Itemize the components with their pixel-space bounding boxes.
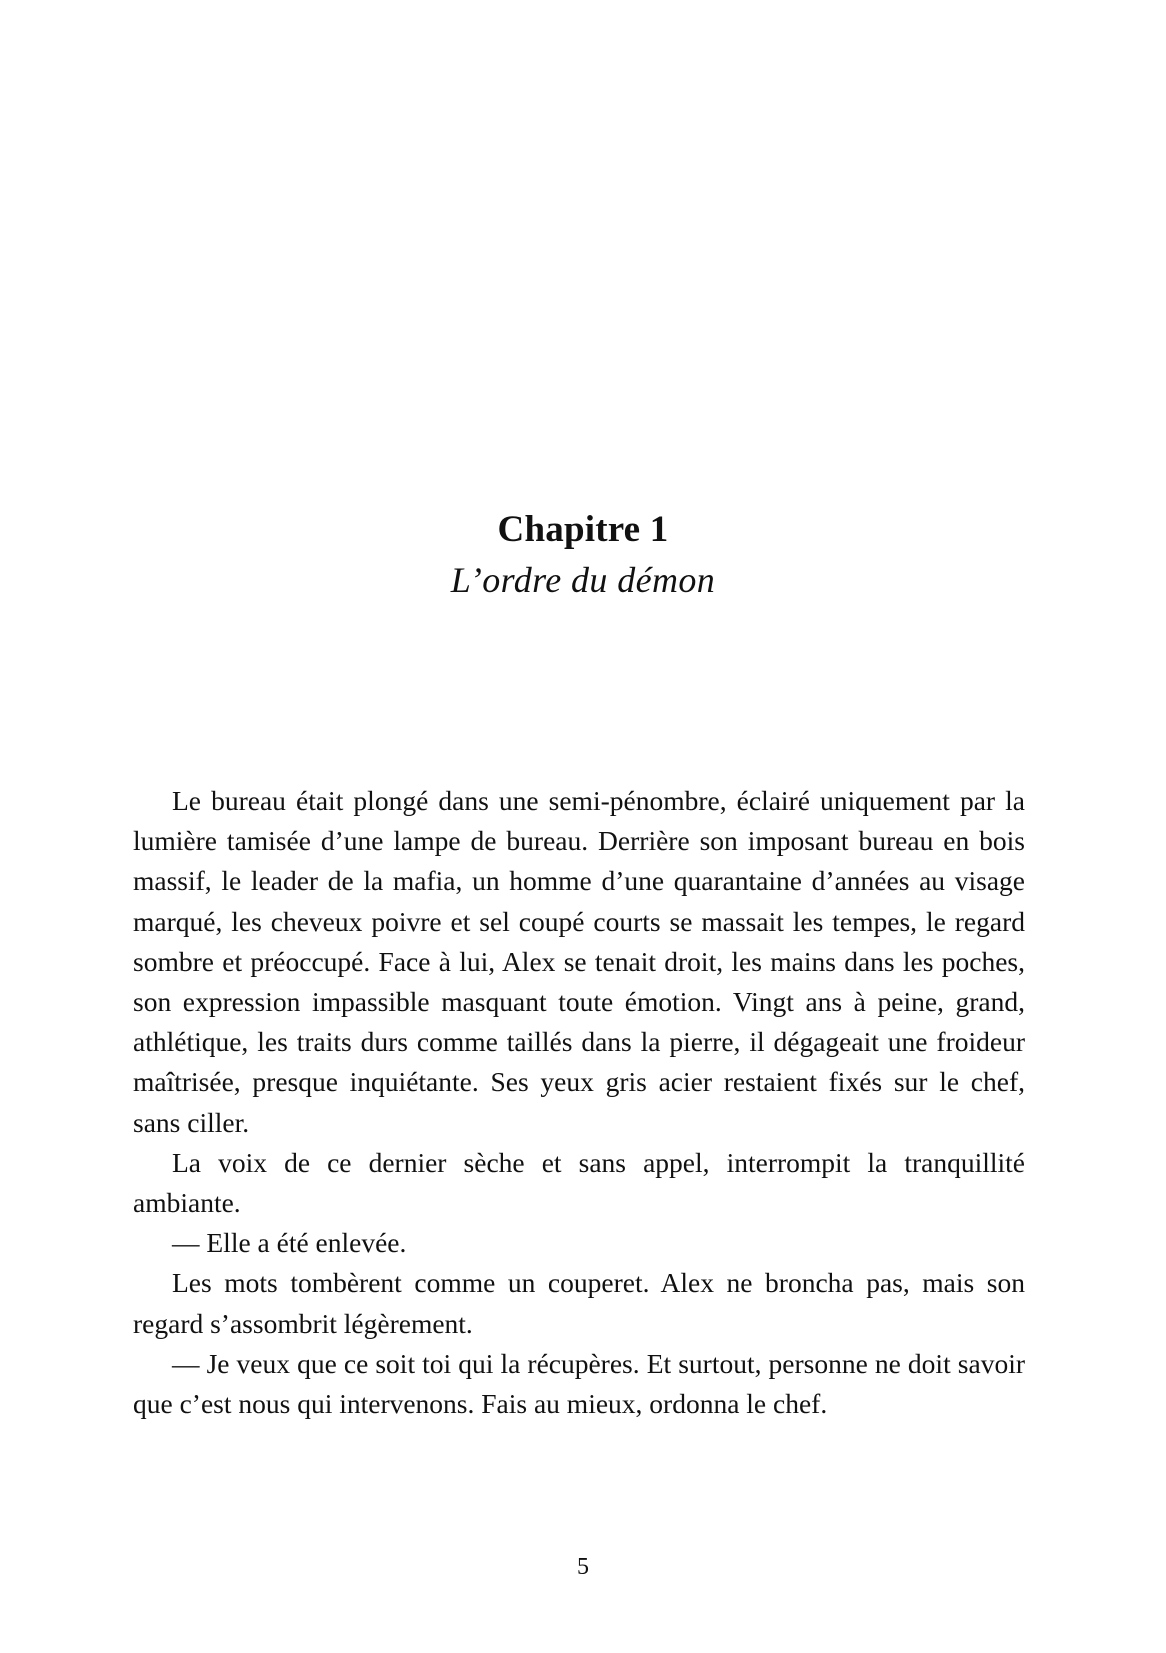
dialogue-line: — Je veux que ce soit toi qui la récupères. Et surtout, personne ne doit savoir que c’est nous qui intervenons. Fais au mieux, ordonna le chef. — [133, 1347, 1025, 1420]
page-number: 5 — [577, 1554, 589, 1580]
paragraph: Le bureau était plongé dans une semi-pénombre, éclairé uniquement par la lumière tamisée d’une lampe de bureau. Derrière son imposant bureau en bois massif, le leader de la mafia, un homme d’une quarantaine d’années au visage marqué, les cheveux poivre et sel coupé courts se massait les tempes, le regard sombre et préoccupé. Face à lui, Alex se tenait droit, les mains dans les poches, son expression impassible masquant toute émotion. Vingt ans à peine, grand, athlétique, les traits durs comme taillés dans la pierre, il dégageait une froideur maîtrisée, presque inquiétante. Ses yeux gris acier restaient fixés sur le chef, sans ciller. — [133, 785, 1025, 1138]
dialogue-line: — Elle a été enlevée. — [172, 1227, 407, 1259]
chapter-body — [133, 781, 1025, 1424]
paragraph: Les mots tombèrent comme un couperet. Alex ne broncha pas, mais son regard s’assombrit légèrement. — [133, 1267, 1025, 1339]
paragraph: La voix de ce dernier sèche et sans appel, interrompit la tranquillité ambiante. — [133, 1146, 1025, 1219]
chapter-title: Chapitre 1 — [497, 509, 669, 550]
chapter-heading — [0, 510, 1166, 600]
chapter-subtitle: L’ordre du démon — [450, 560, 716, 600]
